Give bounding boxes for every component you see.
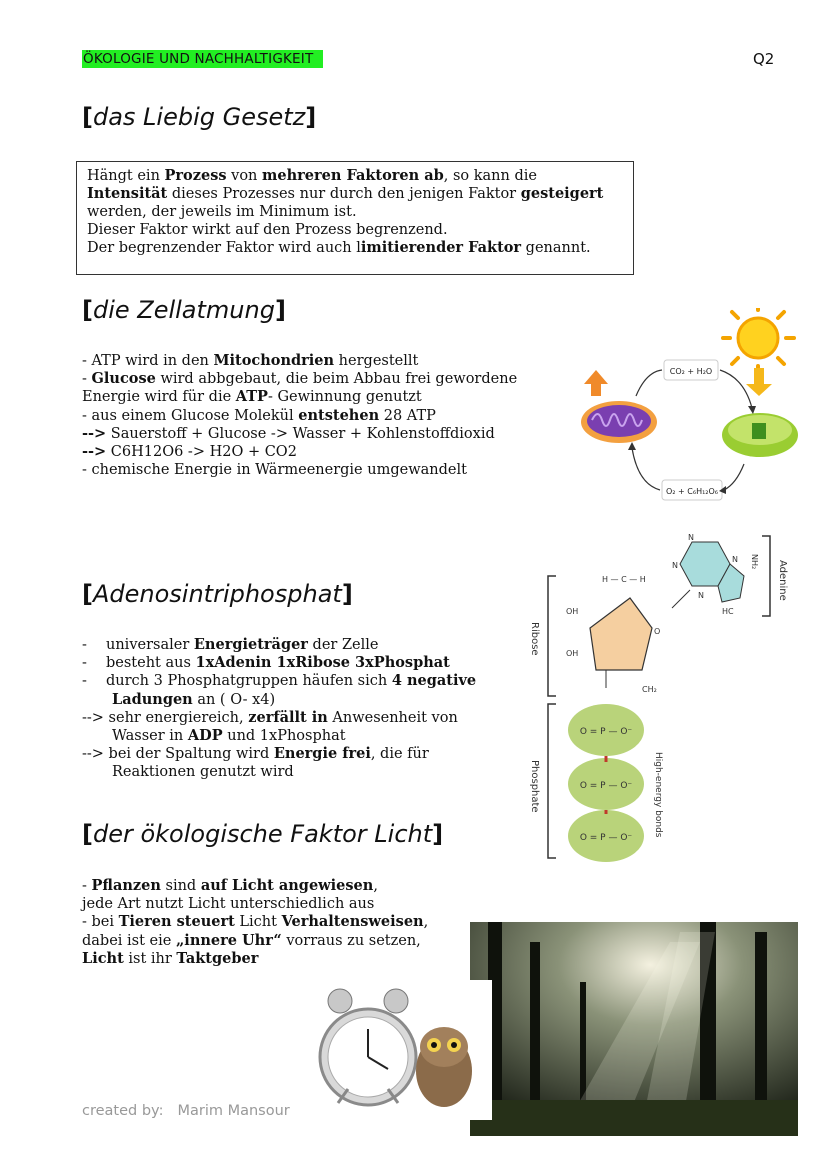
section-title-atp: [Adenosintriphosphat]: [82, 580, 353, 608]
alarm-clock-owl-image: [318, 985, 476, 1115]
chloroplast-icon: [722, 413, 798, 457]
header-title: ÖKOLOGIE UND NACHHALTIGKEIT: [82, 50, 323, 68]
svg-text:HC: HC: [722, 607, 734, 616]
atp-structure-diagram: [522, 530, 802, 862]
svg-text:O: O: [654, 627, 661, 636]
svg-text:OH: OH: [566, 607, 579, 616]
liebig-definition-box: Hängt ein Prozess von mehreren Faktoren ab, so kann die Intensität dieses Prozesses nur durch den jenigen Faktor gesteigert werden, der jeweils im Minimum ist. Dieser Faktor wirkt auf den Prozess begrenzend. Der begrenzender Faktor wird auch limitierender Faktor genannt.: [76, 161, 634, 275]
arrow-up-icon: [584, 370, 608, 396]
mitochondrion-icon: [581, 401, 657, 443]
section-title-liebig: [das Liebig Gesetz]: [82, 103, 317, 131]
section-title-zellatmung: [die Zellatmung]: [82, 296, 286, 324]
atp-list: - universaler Energieträger der Zelle - besteht aus 1xAdenin 1xRibose 3xPhosphat - durch 3 Phosphatgruppen häufen sich 4 negative Ladungen an ( O- x4) --> sehr energiereich, zerfällt in Anwesenheit von Wasser in ADP und 1xPhosphat --> bei der Spaltung wird Energie frei, die für Reaktionen genutzt wird: [82, 636, 477, 781]
svg-text:N: N: [672, 561, 678, 570]
alarm-clock-icon: [320, 989, 416, 1105]
svg-text:N: N: [698, 591, 704, 600]
forest-light-image: [470, 922, 798, 1136]
phosphate-group-2: [568, 758, 644, 810]
footer-credit: created by: Marim Mansour: [82, 1103, 290, 1119]
course-label: Q2: [753, 50, 775, 68]
svg-text:CH₂: CH₂: [642, 685, 657, 694]
svg-text:H — C — H: H — C — H: [602, 575, 646, 584]
adenine-label: Adenine: [777, 560, 788, 601]
cell-respiration-cycle-diagram: [576, 308, 804, 508]
ribose-molecule: [566, 575, 660, 694]
svg-text:O = P — O⁻: O = P — O⁻: [579, 727, 633, 737]
ribose-label: Ribose: [529, 622, 540, 656]
cycle-label-top: CO₂ + H₂O: [669, 367, 713, 376]
svg-text:NH₂: NH₂: [750, 554, 759, 570]
svg-text:N: N: [732, 555, 738, 564]
section-title-licht: [der ökologische Faktor Licht]: [82, 820, 444, 848]
phosphate-group-3: [568, 810, 644, 862]
high-energy-bonds-label: High-energy bonds: [653, 752, 663, 838]
sun-icon: [723, 308, 794, 372]
svg-text:OH: OH: [566, 649, 579, 658]
svg-text:O = P — O⁻: O = P — O⁻: [579, 781, 633, 791]
phosphate-label: Phosphate: [529, 760, 540, 813]
phosphate-group-1: [568, 704, 644, 756]
cycle-label-bottom: O₂ + C₆H₁₂O₆: [665, 487, 719, 496]
svg-text:N: N: [688, 533, 694, 542]
owl-icon: [416, 1027, 472, 1107]
arrow-down-icon: [746, 368, 772, 396]
svg-text:O = P — O⁻: O = P — O⁻: [579, 833, 633, 843]
adenine-molecule: [672, 533, 759, 616]
licht-list: - Pflanzen sind auf Licht angewiesen, jede Art nutzt Licht unterschiedlich aus - bei Tieren steuert Licht Verhaltensweisen, dabei ist eie „innere Uhr“ vorraus zu setzen, Licht ist ihr Taktgeber: [82, 877, 429, 967]
zellatmung-list: - ATP wird in den Mitochondrien hergestellt - Glucose wird abbgebaut, die beim Abbau frei gewordene Energie wird für die ATP- Gewinnung genutzt - aus einem Glucose Molekül entstehen 28 ATP --> Sauerstoff + Glucose -> Wasser + Kohlenstoffdioxid --> C6H12O6 -> H2O + CO2 - chemische Energie in Wärmeenergie umgewandelt: [82, 352, 518, 479]
